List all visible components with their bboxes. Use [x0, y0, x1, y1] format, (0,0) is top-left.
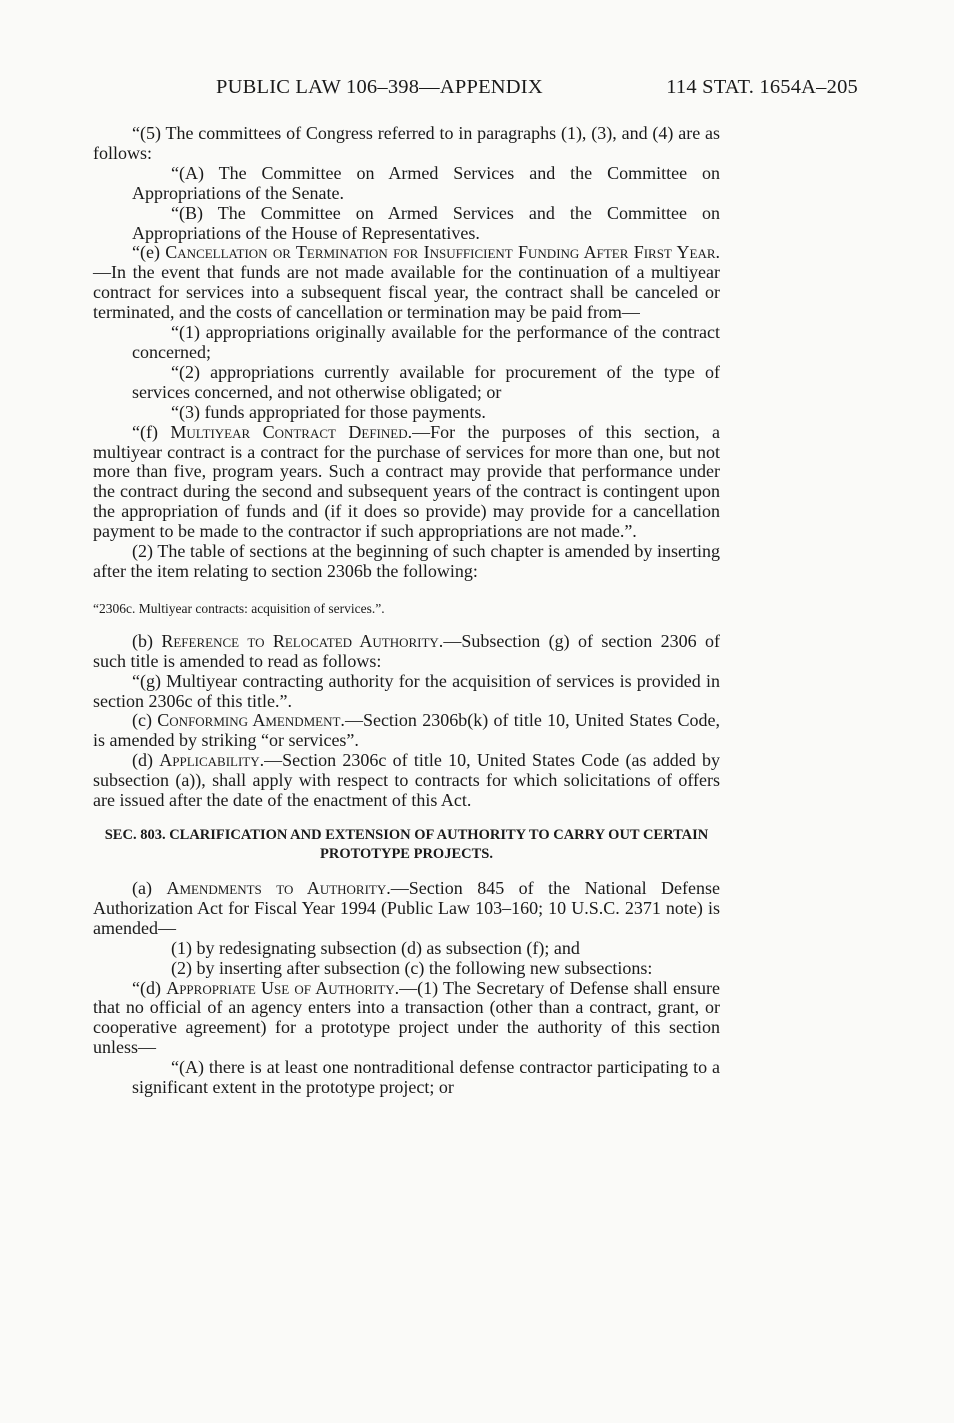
subsection-f	[93, 423, 720, 542]
subsection-b-heading: Reference to Relocated Authority.	[161, 630, 444, 651]
header-title: PUBLIC LAW 106–398—APPENDIX	[216, 76, 543, 98]
subsection-d	[93, 751, 720, 811]
section-803-subsection-d	[93, 979, 720, 1059]
paragraph-committees-b: “(B) The Committee on Armed Services and the Committee on Appropriations of the House of Representatives.	[132, 202, 720, 243]
subsection-d-text: —Section 2306c of title 10, United States Code (as added by subsection (a)), shall apply with respect to contracts for which solicitations of offers are issued after the date of the enactment of this Act.	[93, 750, 720, 811]
section-803-d-prefix: “(d)	[132, 977, 167, 998]
subsection-c-text: —Section 2306b(k) of title 10, United States Code, is amended by striking “or services”.	[93, 710, 720, 751]
subsection-e-text: —In the event that funds are not made available for the continuation of a multiyear contract for services into a subsequent fiscal year, the contract shall be canceled or terminated, and the costs of cancellation or termination may be paid from—	[93, 262, 720, 323]
subsection-e-prefix: “(e)	[132, 242, 166, 263]
paragraph-committees: “(5) The committees of Congress referred to in paragraphs (1), (3), and (4) are as follows:	[93, 123, 720, 163]
subsection-e-item-3: “(3) funds appropriated for those payments.	[171, 401, 486, 422]
section-803-title: SEC. 803. CLARIFICATION AND EXTENSION OF AUTHORITY TO CARRY OUT CERTAIN PROTOTYPE PROJECTS.	[104, 827, 709, 862]
paragraph-committees-a: “(A) The Committee on Armed Services and the Committee on Appropriations of the Senate.	[132, 162, 720, 203]
subsection-c	[93, 711, 720, 751]
section-803-d-text: —(1) The Secretary of Defense shall ensure that no official of an agency enters into a transaction (other than a contract, grant, or cooperative agreement) for a prototype project under the authority of this section unless—	[93, 977, 720, 1058]
subsection-f-heading: Multiyear Contract Defined.	[170, 421, 413, 442]
section-803-subsection-a	[93, 879, 720, 939]
subsection-c-heading: Conforming Amendment.	[157, 710, 345, 731]
subsection-d-prefix: (d)	[132, 750, 160, 771]
section-803-item-2: (2) by inserting after subsection (c) the following new subsections:	[171, 957, 653, 978]
subsection-b-text: —Subsection (g) of section 2306 of such title is amended to read as follows:	[93, 630, 720, 671]
section-803-a-text: —Section 845 of the National Defense Authorization Act for Fiscal Year 1994 (Public Law 103–160; 10 U.S.C. 2371 note) is amended—	[93, 878, 721, 938]
subsection-c-prefix: (c)	[132, 710, 158, 731]
document-body	[93, 124, 720, 1098]
subsection-b-quote: “(g) Multiyear contracting authority for the acquisition of services is provided in section 2306c of this title.”.	[93, 670, 720, 711]
section-803-item-1: (1) by redesignating subsection (d) as subsection (f); and	[171, 937, 580, 958]
subsection-f-text: —For the purposes of this section, a multiyear contract is a contract for the purchase of services for more than one, but not more than five, program years. Such a contract may provide that performance under the contract during the second and subsequent years of the contract is contingent upon the appropriation of funds and (if it does so provide) may provide for a cancellation payment to be made to the contractor if such appropriations are not made.”.	[93, 421, 720, 542]
subsection-e-item-2: “(2) appropriations currently available for procurement of the type of services concerned, and not otherwise obligated; or	[132, 361, 720, 402]
subsection-d-heading: Applicability.	[159, 750, 265, 771]
section-803-a-prefix: (a)	[132, 878, 167, 898]
paragraph-table-of-sections: (2) The table of sections at the beginning of such chapter is amended by inserting after the item relating to section 2306b the following:	[93, 541, 720, 581]
subsection-b-prefix: (b)	[132, 630, 162, 651]
subsection-e-heading: Cancellation or Termination for Insufficient Funding After First Year.	[165, 242, 721, 263]
running-header	[216, 74, 858, 100]
section-803-a-heading: Amendments to Authority.	[166, 878, 391, 898]
header-page-citation: 114 STAT. 1654A–205	[666, 76, 858, 98]
subsection-e	[93, 243, 720, 323]
table-of-sections-item: “2306c. Multiyear contracts: acquisition of services.”.	[93, 600, 385, 616]
subsection-e-item-1: “(1) appropriations originally available for the performance of the contract concerned;	[132, 322, 720, 362]
section-803-d-clause-a: “(A) there is at least one nontraditional defense contractor participating to a significant extent in the prototype project; or	[132, 1057, 720, 1098]
subsection-f-prefix: “(f)	[132, 421, 171, 442]
subsection-b	[93, 632, 720, 672]
section-803-d-heading: Appropriate Use of Authority.	[166, 977, 400, 998]
